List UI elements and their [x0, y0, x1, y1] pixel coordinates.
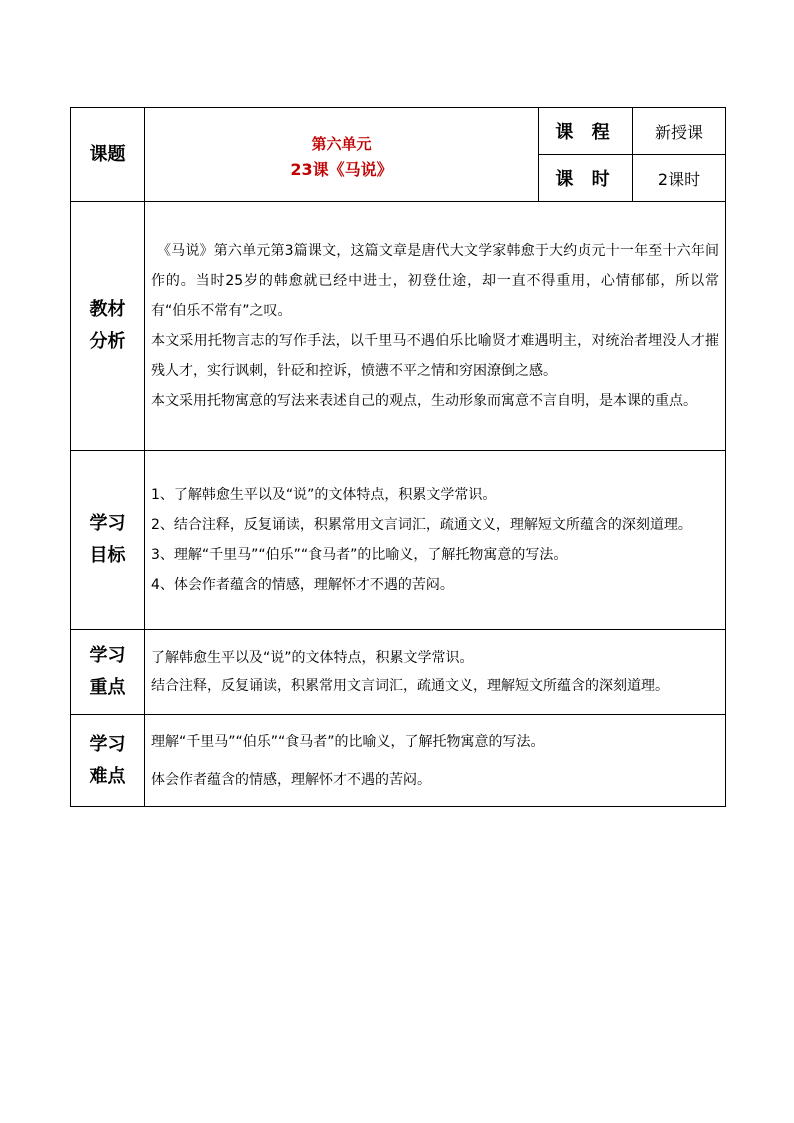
- class-hours-value: 2课时: [633, 155, 726, 202]
- material-analysis-content: [145, 202, 726, 451]
- material-analysis-label: 教材 分析: [71, 202, 145, 451]
- class-hours-label: 课 时: [539, 155, 633, 202]
- key-point-item: 结合注释，反复诵读，积累常用文言词汇，疏通文义，理解短文所蕴含的深刻道理。: [151, 678, 669, 694]
- material-paragraph: 本文采用托物言志的写作手法，以千里马不遇伯乐比喻贤才难遇明主，对统治者埋没人才摧残人才，实行讽刺，针砭和控诉，愤懑不平之情和穷困潦倒之感。: [151, 333, 719, 379]
- course-type-value: 新授课: [633, 108, 726, 155]
- objective-item: 3、理解“千里马”“伯乐”“食马者”的比喻义，了解托物寓意的写法。: [151, 547, 568, 563]
- objectives-row: [71, 451, 726, 630]
- key-points-content: [145, 630, 726, 715]
- objectives-content: [145, 451, 726, 630]
- objective-item: 1、了解韩愈生平以及“说”的文体特点，积累文学常识。: [151, 487, 497, 503]
- key-points-label: 学习 重点: [71, 630, 145, 715]
- material-analysis-row: [71, 202, 726, 451]
- material-paragraph: 本文采用托物寓意的写法来表述自己的观点，生动形象而寓意不言自明，是本课的重点。: [151, 393, 697, 409]
- course-type-label: 课 程: [539, 108, 633, 155]
- header-row-1: [71, 108, 726, 155]
- key-point-item: 了解韩愈生平以及“说”的文体特点，积累文学常识。: [151, 650, 474, 666]
- objectives-label: 学习 目标: [71, 451, 145, 630]
- unit-title: 第六单元: [311, 134, 372, 153]
- difficulty-item: 理解“千里马”“伯乐”“食马者”的比喻义，了解托物寓意的写法。: [151, 733, 545, 750]
- lesson-title: [145, 108, 539, 202]
- objective-item: 4、体会作者蕴含的情感，理解怀才不遇的苦闷。: [151, 577, 454, 593]
- difficulties-row: [71, 715, 726, 807]
- difficulty-item: 体会作者蕴含的情感，理解怀才不遇的苦闷。: [151, 771, 431, 788]
- topic-label: 课题: [71, 108, 145, 202]
- difficulties-content: [145, 715, 726, 807]
- key-points-row: [71, 630, 726, 715]
- objective-item: 2、结合注释，反复诵读，积累常用文言词汇，疏通文义，理解短文所蕴含的深刻道理。: [151, 517, 692, 533]
- lesson-name: 23课《马说》: [290, 159, 393, 179]
- material-paragraph: 《马说》第六单元第3篇课文，这篇文章是唐代大文学家韩愈于大约贞元十一年至十六年间作的。当时25岁的韩愈就已经中进士，初登仕途，却一直不得重用，心情郁郁，所以常有“伯乐不常有”之叹。: [151, 243, 719, 319]
- lesson-plan-table: [70, 107, 726, 807]
- difficulties-label: 学习 难点: [71, 715, 145, 807]
